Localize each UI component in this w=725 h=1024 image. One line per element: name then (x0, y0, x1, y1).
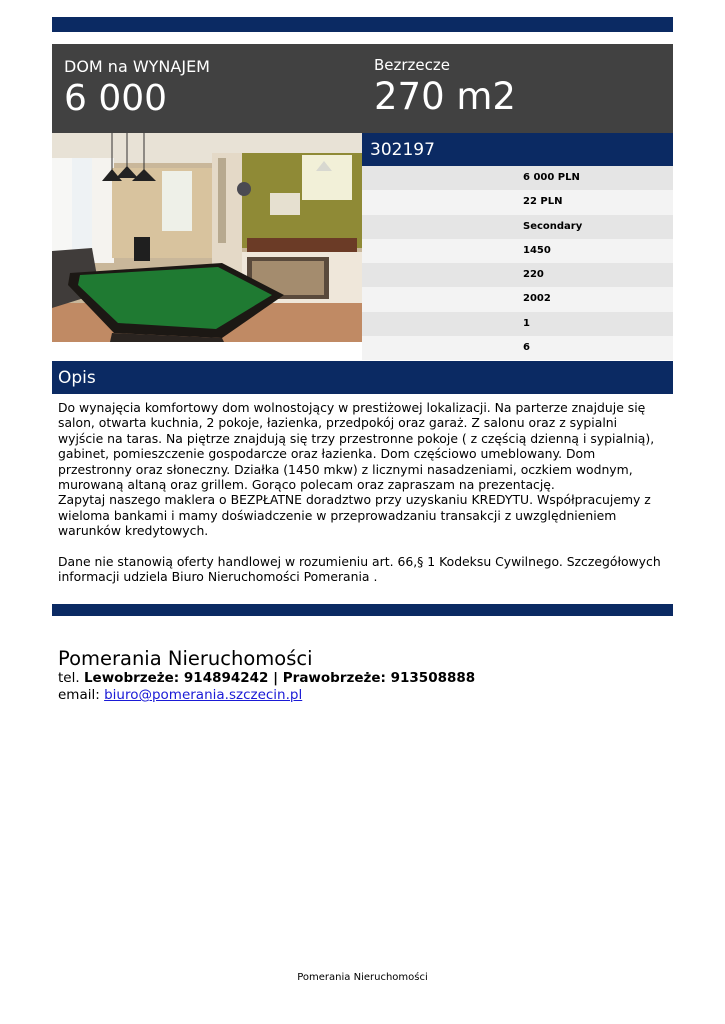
details-row (362, 215, 673, 239)
details-value: 22 PLN (523, 196, 563, 208)
listing-header (52, 44, 673, 133)
details-value: 1450 (523, 244, 551, 256)
description-heading: Opis (58, 368, 96, 388)
listing-id-bar (362, 133, 673, 166)
property-photo (52, 133, 362, 342)
email-label: email: (58, 687, 100, 703)
listing-id: 302197 (370, 140, 435, 160)
details-value: 2002 (523, 293, 551, 305)
email-line (58, 687, 475, 704)
tel-label: tel. (58, 670, 80, 686)
listing-type: DOM na WYNAJEM (64, 57, 210, 76)
details-value: 1 (523, 317, 530, 329)
details-value: Secondary (523, 220, 583, 232)
listing-price: 6 000 (64, 78, 168, 119)
phone-line (58, 670, 475, 687)
description-disclaimer: Dane nie stanowią oferty handlowej w rozumieniu art. 66,§ 1 Kodeksu Cywilnego. Szczegółowych informacji udziela Biuro Nieruchomości Pomerania . (58, 554, 661, 585)
phone-numbers: Lewobrzeże: 914894242 | Prawobrzeże: 913508888 (83, 670, 476, 686)
details-row (362, 312, 673, 336)
details-value: 6 (523, 342, 530, 354)
details-table (362, 166, 673, 360)
email-link[interactable]: biuro@pomerania.szczecin.pl (104, 687, 303, 703)
details-row (362, 166, 673, 190)
details-row (362, 190, 673, 214)
details-value: 220 (523, 269, 544, 281)
details-row (362, 239, 673, 263)
details-row (362, 287, 673, 311)
page-footer: Pomerania Nieruchomości (297, 972, 428, 983)
description-paragraph: Do wynajęcia komfortowy dom wolnostojący w prestiżowej lokalizacji. Na parterze znajduje się salon, otwarta kuchnia, 2 pokoje, łazienka, przedpokój oraz garaż. Z salonu oraz z sypialni wyjście na taras. Na piętrze znajdują się trzy przestronne pokoje ( z częścią dzienną i sypialnią), gabinet, pomieszczenie gospodarcze oraz łazienka. Dom częściowo umeblowany. Dom przestronny oraz słoneczny. Działka (1450 mkw) z licznymi nasadzeniami, oczkiem wodnym, murowaną altaną oraz grillem. Gorąco polecam oraz zapraszam na prezentację. (58, 400, 655, 493)
top-accent-bar (52, 17, 673, 32)
section-divider-bar (52, 604, 673, 616)
agency-name: Pomerania Nieruchomości (58, 647, 313, 670)
details-value: 6 000 PLN (523, 172, 580, 183)
description-paragraph: Zapytaj naszego maklera o BEZPŁATNE doradztwo przy uzyskaniu KREDYTU. Współpracujemy z wieloma bankami i mamy doświadczenie w przeprowadzaniu transakcji z uwzględnieniem warunków kredytowych. (58, 492, 651, 539)
details-row (362, 263, 673, 287)
agency-contact (58, 670, 475, 704)
description-text (58, 400, 666, 585)
details-row (362, 336, 673, 360)
listing-area: 270 m2 (374, 75, 516, 118)
description-heading-bar (52, 361, 673, 394)
listing-location: Bezrzecze (374, 56, 451, 74)
